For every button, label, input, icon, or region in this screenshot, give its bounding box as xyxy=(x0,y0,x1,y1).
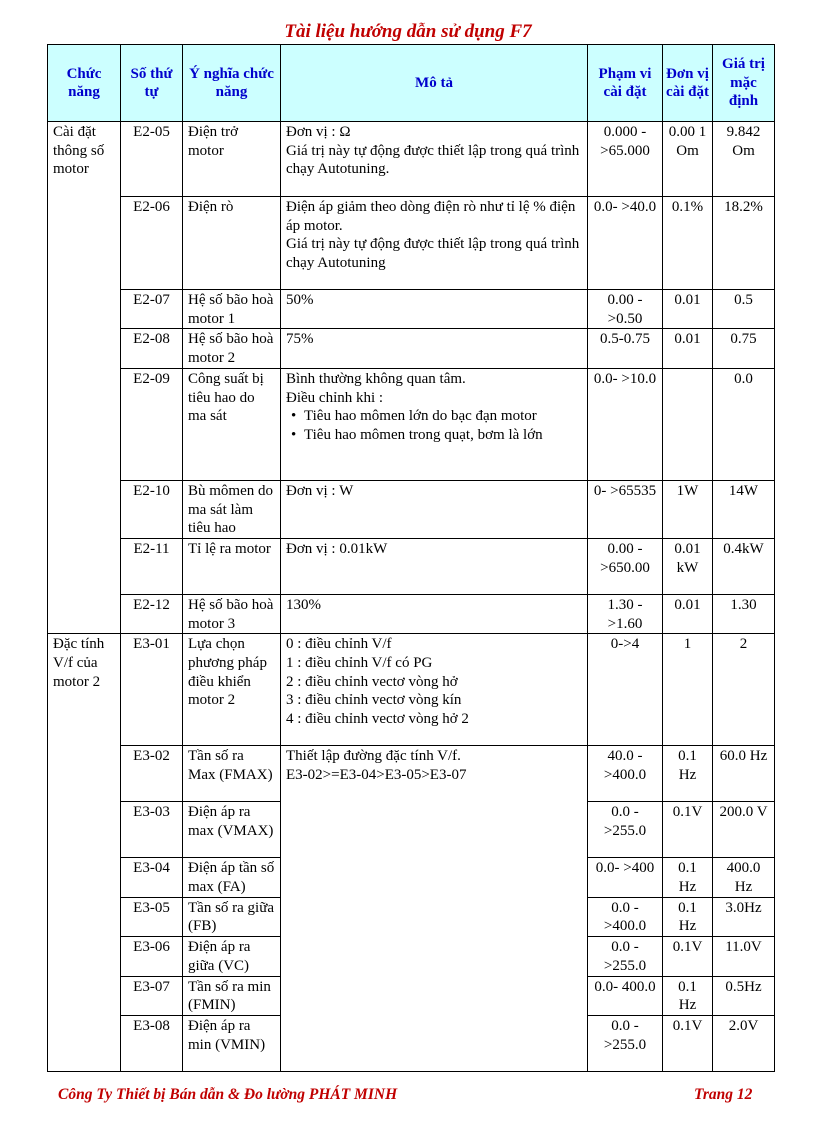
desc-line: Điều chỉnh khi : xyxy=(286,389,384,406)
param-range: 0.00 ->0.50 xyxy=(588,290,663,329)
param-range: 0- >65535 xyxy=(588,480,663,538)
desc-line: Giá trị này tự động được thiết lập trong quá trình chạy Autotuning. xyxy=(286,142,580,178)
param-desc: Đơn vị : 0.01kW xyxy=(281,538,588,594)
param-code: E3-01 xyxy=(121,634,183,746)
param-code: E3-07 xyxy=(121,976,183,1015)
table-row xyxy=(48,329,775,368)
param-name: Điện rò xyxy=(183,197,281,290)
param-unit: 0.1 Hz xyxy=(663,746,713,802)
param-default: 200.0 V xyxy=(713,802,775,858)
param-unit: 0.1 Hz xyxy=(663,976,713,1015)
param-default: 2 xyxy=(713,634,775,746)
param-code: E3-08 xyxy=(121,1015,183,1071)
param-default: 14W xyxy=(713,480,775,538)
param-unit: 1W xyxy=(663,480,713,538)
param-range: 0.5-0.75 xyxy=(588,329,663,368)
param-range: 0.0- >400 xyxy=(588,858,663,897)
parameter-table xyxy=(47,44,775,1072)
param-name: Hệ số bão hoà motor 2 xyxy=(183,329,281,368)
desc-line: E3-02>=E3-04>E3-05>E3-07 xyxy=(286,767,467,784)
param-range: 0->4 xyxy=(588,634,663,746)
param-code: E2-07 xyxy=(121,290,183,329)
param-code: E2-11 xyxy=(121,538,183,594)
table-row xyxy=(48,368,775,480)
param-code: E3-03 xyxy=(121,802,183,858)
param-unit: 0.01 xyxy=(663,329,713,368)
param-default: 60.0 Hz xyxy=(713,746,775,802)
header-seq: Số thứ tự xyxy=(121,45,183,122)
param-desc xyxy=(281,746,588,1072)
desc-line: Đơn vị : Ω xyxy=(286,124,351,140)
param-default: 0.5 xyxy=(713,290,775,329)
table-row xyxy=(48,594,775,633)
table-row xyxy=(48,122,775,197)
table-header-row xyxy=(48,45,775,122)
param-name: Tần số ra Max (FMAX) xyxy=(183,746,281,802)
param-name: Bù mômen do ma sát làm tiêu hao xyxy=(183,480,281,538)
param-default: 1.30 xyxy=(713,594,775,633)
param-code: E2-09 xyxy=(121,368,183,480)
param-range: 0.0 ->255.0 xyxy=(588,937,663,976)
param-default: 3.0Hz xyxy=(713,897,775,936)
param-unit: 0.1% xyxy=(663,197,713,290)
param-desc: 130% xyxy=(281,594,588,633)
param-unit: 0.01 kW xyxy=(663,538,713,594)
param-unit: 0.01 xyxy=(663,290,713,329)
param-default: 0.75 xyxy=(713,329,775,368)
table-row xyxy=(48,290,775,329)
header-meaning: Ý nghĩa chức năng xyxy=(183,45,281,122)
param-default: 11.0V xyxy=(713,937,775,976)
param-name: Điện áp ra max (VMAX) xyxy=(183,802,281,858)
param-range: 0.0- >10.0 xyxy=(588,368,663,480)
param-code: E3-06 xyxy=(121,937,183,976)
param-default: 400.0 Hz xyxy=(713,858,775,897)
desc-line: 0 : điều chỉnh V/f xyxy=(286,636,392,653)
table-row xyxy=(48,480,775,538)
param-code: E2-10 xyxy=(121,480,183,538)
desc-line: Bình thường không quan tâm. xyxy=(286,370,466,387)
param-range: 40.0 ->400.0 xyxy=(588,746,663,802)
param-desc: 50% xyxy=(281,290,588,329)
param-name: Điện trở motor xyxy=(183,122,281,197)
footer-company: Công Ty Thiết bị Bán dẫn & Đo lường PHÁT MINH xyxy=(58,1086,398,1103)
param-range: 0.0- 400.0 xyxy=(588,976,663,1015)
group-label: Đặc tính V/f của motor 2 xyxy=(48,634,121,1072)
table-row xyxy=(48,634,775,746)
group-label: Cài đặt thông số motor xyxy=(48,122,121,634)
list-item: • Tiêu hao mômen lớn do bạc đạn motor xyxy=(304,407,582,426)
list-item: • Tiêu hao mômen trong quạt, bơm là lớn xyxy=(304,426,582,445)
param-code: E2-06 xyxy=(121,197,183,290)
param-name: Điện áp ra giữa (VC) xyxy=(183,937,281,976)
param-name: Tần số ra giữa (FB) xyxy=(183,897,281,936)
param-code: E3-04 xyxy=(121,858,183,897)
table-row xyxy=(48,197,775,290)
param-unit xyxy=(663,368,713,480)
param-name: Hệ số bão hoà motor 3 xyxy=(183,594,281,633)
desc-line: Thiết lập đường đặc tính V/f. xyxy=(286,748,461,765)
footer-page-number: Trang 12 xyxy=(694,1086,753,1103)
param-name: Lựa chọn phương pháp điều khiển motor 2 xyxy=(183,634,281,746)
param-name: Điện áp tần số max (FA) xyxy=(183,858,281,897)
param-desc xyxy=(281,197,588,290)
param-unit: 0.1V xyxy=(663,937,713,976)
desc-line: 2 : điều chỉnh vectơ vòng hở xyxy=(286,673,458,690)
param-code: E3-05 xyxy=(121,897,183,936)
header-default: Giá trị mặc định xyxy=(713,45,775,122)
param-unit: 0.00 1 Om xyxy=(663,122,713,197)
bullet-list xyxy=(286,407,582,444)
param-name: Tỉ lệ ra motor xyxy=(183,538,281,594)
header-range: Phạm vi cài đặt xyxy=(588,45,663,122)
table-row xyxy=(48,538,775,594)
param-unit: 0.1V xyxy=(663,802,713,858)
param-default: 9.842 Om xyxy=(713,122,775,197)
desc-line: 1 : điều chỉnh V/f có PG xyxy=(286,655,433,672)
document-title: Tài liệu hướng dẫn sử dụng F7 xyxy=(284,21,532,42)
param-default: 18.2% xyxy=(713,197,775,290)
desc-line: 3 : điều chỉnh vectơ vòng kín xyxy=(286,692,462,709)
desc-line: Giá trị này tự động được thiết lập trong quá trình chạy Autotuning xyxy=(286,236,580,272)
param-range: 0.0 ->400.0 xyxy=(588,897,663,936)
param-range: 0.000 - >65.000 xyxy=(588,122,663,197)
param-name: Điện áp ra min (VMIN) xyxy=(183,1015,281,1071)
header-desc: Mô tả xyxy=(281,45,588,122)
param-desc xyxy=(281,368,588,480)
param-desc: Đơn vị : W xyxy=(281,480,588,538)
param-range: 0.0- >40.0 xyxy=(588,197,663,290)
param-default: 2.0V xyxy=(713,1015,775,1071)
param-code: E2-08 xyxy=(121,329,183,368)
param-default: 0.5Hz xyxy=(713,976,775,1015)
param-range: 1.30 ->1.60 xyxy=(588,594,663,633)
param-desc xyxy=(281,634,588,746)
param-range: 0.0 ->255.0 xyxy=(588,802,663,858)
param-desc: 75% xyxy=(281,329,588,368)
param-unit: 0.01 xyxy=(663,594,713,633)
param-desc xyxy=(281,122,588,197)
param-name: Công suất bị tiêu hao do ma sát xyxy=(183,368,281,480)
param-range: 0.00 - >650.00 xyxy=(588,538,663,594)
param-default: 0.0 xyxy=(713,368,775,480)
param-unit: 0.1 Hz xyxy=(663,858,713,897)
param-range: 0.0 ->255.0 xyxy=(588,1015,663,1071)
param-code: E2-05 xyxy=(121,122,183,197)
param-code: E3-02 xyxy=(121,746,183,802)
desc-line: 4 : điều chỉnh vectơ vòng hở 2 xyxy=(286,711,469,728)
param-name: Tần số ra min (FMIN) xyxy=(183,976,281,1015)
header-unit: Đơn vị cài đặt xyxy=(663,45,713,122)
table-row xyxy=(48,746,775,802)
param-unit: 1 xyxy=(663,634,713,746)
param-default: 0.4kW xyxy=(713,538,775,594)
param-code: E2-12 xyxy=(121,594,183,633)
param-unit: 0.1 Hz xyxy=(663,897,713,936)
desc-line: Điện áp giảm theo dòng điện rò như tỉ lệ % điện áp motor. xyxy=(286,199,576,234)
param-name: Hệ số bão hoà motor 1 xyxy=(183,290,281,329)
header-function: Chức năng xyxy=(48,45,121,122)
param-unit: 0.1V xyxy=(663,1015,713,1071)
